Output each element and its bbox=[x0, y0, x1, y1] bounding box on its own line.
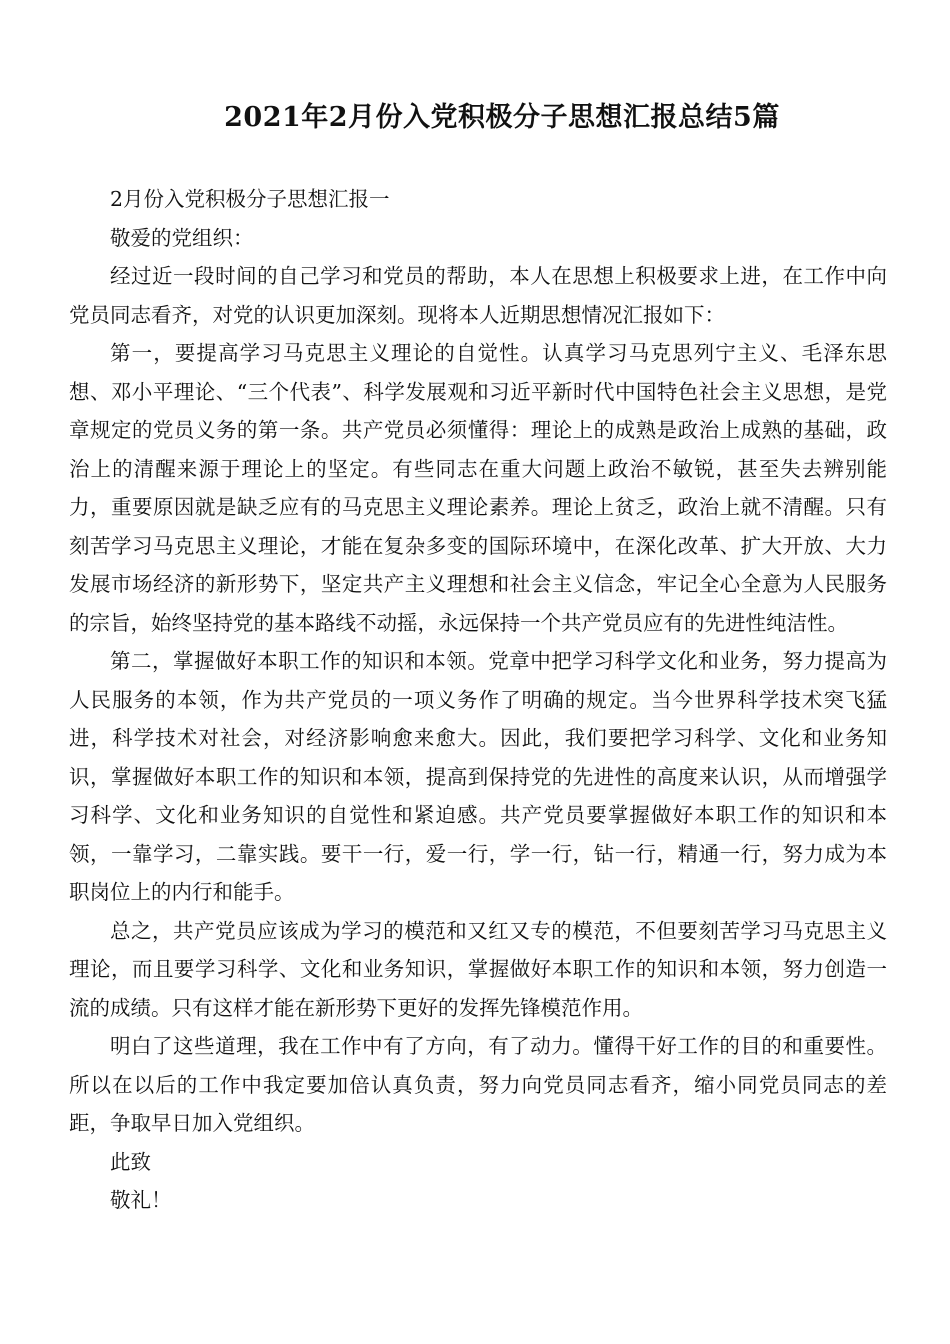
paragraph-summary: 总之，共产党员应该成为学习的模范和又红又专的模范，不但要刻苦学习马克思主义理论，而且要学习科学、文化和业务知识，掌握做好本职工作的知识和本领，努力创造一流的成绩。只有这样才能在新形势下更好的发挥先锋模范作用。 bbox=[69, 918, 887, 1020]
paragraph-second-point: 第二，掌握做好本职工作的知识和本领。党章中把学习科学文化和业务，努力提高为人民服务的本领，作为共产党员的一项义务作了明确的规定。当今世界科学技术突飞猛进，科学技术对社会，对经济影响愈来愈大。因此，我们要把学习科学、文化和业务知识，掌握做好本职工作的知识和本领，提高到保持党的先进性的高度来认识，从而增强学习科学、文化和业务知识的自觉性和紧迫感。共产党员要掌握做好本职工作的知识和本领，一靠学习，二靠实践。要干一行，爱一行，学一行，钻一行，精通一行，努力成为本职岗位上的内行和能手。 bbox=[69, 649, 887, 904]
paragraph-intro: 经过近一段时间的自己学习和党员的帮助，本人在思想上积极要求上进，在工作中向党员同志看齐，对党的认识更加深刻。现将本人近期思想情况汇报如下： bbox=[69, 264, 887, 327]
document-body bbox=[69, 180, 887, 1220]
paragraph-conclusion: 明白了这些道理，我在工作中有了方向，有了动力。懂得干好工作的目的和重要性。所以在以后的工作中我定要加倍认真负责，努力向党员同志看齐，缩小同党员同志的差距，争取早日加入党组织。 bbox=[69, 1034, 887, 1135]
section-subtitle: 2月份入党积极分子思想汇报一 bbox=[110, 187, 390, 211]
closing-line-1: 此致 bbox=[110, 1149, 151, 1174]
paragraph-first-point: 第一，要提高学习马克思主义理论的自觉性。认真学习马克思列宁主义、毛泽东思想、邓小平理论、“三个代表”、科学发展观和习近平新时代中国特色社会主义思想，是党章规定的党员义务的第一条。共产党员必须懂得：理论上的成熟是政治上成熟的基础，政治上的清醒来源于理论上的坚定。有些同志在重大问题上政治不敏锐，甚至失去辨别能力，重要原因就是缺乏应有的马克思主义理论素养。理论上贫乏，政治上就不清醒。只有刻苦学习马克思主义理论，才能在复杂多变的国际环境中，在深化改革、扩大开放、大力发展市场经济的新形势下，坚定共产主义理想和社会主义信念，牢记全心全意为人民服务的宗旨，始终坚持党的基本路线不动摇，永远保持一个共产党员应有的先进性纯洁性。 bbox=[69, 341, 887, 635]
closing-line-2: 敬礼！ bbox=[110, 1188, 172, 1212]
salutation: 敬爱的党组织： bbox=[110, 225, 254, 250]
document-title: 2021年2月份入党积极分子思想汇报总结5篇 bbox=[224, 102, 780, 133]
